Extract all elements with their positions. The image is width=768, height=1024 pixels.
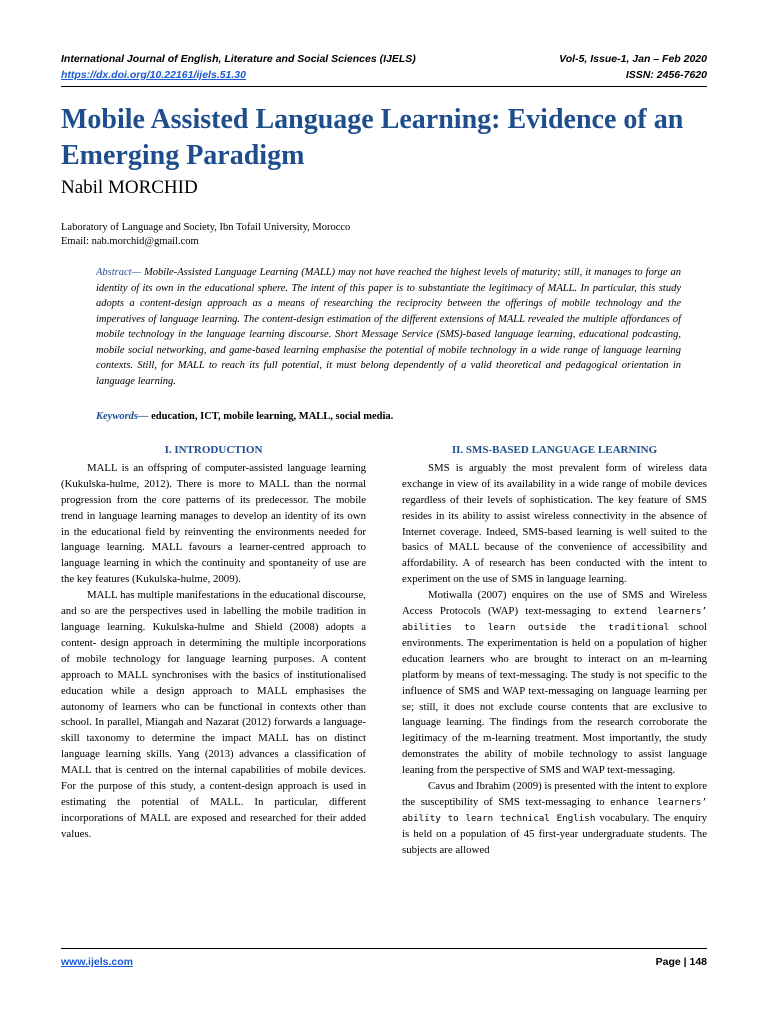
text-run: vocabulary. The enquiry is held on a population of 45 first-year undergraduate students. The subjects are allowed (402, 811, 707, 856)
paragraph (402, 779, 707, 859)
section-heading-sms: II. SMS-BASED LANGUAGE LEARNING (451, 444, 658, 456)
site-link[interactable]: www.ijels.com (61, 956, 133, 968)
right-column (402, 443, 707, 859)
abstract (96, 265, 681, 389)
author-name: Nabil MORCHID (61, 177, 198, 198)
affiliation-block (61, 221, 350, 249)
paragraph: SMS is arguably the most prevalent form of wireless data exchange in view of its availability in a wide range of mobile devices regardless of their levels of sophistication. The key feature of SMS resides in its ability to assist wireless connectivity in the absence of Internet coverage. Indeed, SMS-based learning is well suited to the basics of MALL because of the convenience of accessibility and affordability. A of research has been conducted with the intent to experiment on the use of SMS in language learning. (402, 461, 707, 586)
keywords (96, 411, 393, 422)
keywords-text: education, ICT, mobile learning, MALL, social media. (148, 411, 394, 422)
running-header (61, 53, 707, 65)
affiliation: Laboratory of Language and Society, Ibn Tofail University, Morocco (61, 222, 351, 233)
abstract-label: Abstract— (96, 267, 141, 278)
text-run: school environments. The experimentation is held on a population of higher education learners who are brought to interact on an m-learning platform by means of text-messaging. The study is not specific to the influence of SMS and WAP text-messaging on language learning per se; still, it does not exclude course contents that are exclusive to language learning. The findings from the research corroborate the legitimacy of the m-learning treatment. Most importantly, the study demonstrates the ability of mobile technology to assist language leaning from the perspective of SMS and WAP text-messaging. (402, 620, 707, 777)
volume-info: Vol-5, Issue-1, Jan – Feb 2020 (559, 53, 707, 65)
text-run: enhance learners’ ability to learn technical English (402, 796, 707, 824)
paragraph: MALL is an offspring of computer-assisted language learning (Kukulska-hulme, 2012). There is more to MALL than the normal progression from the core patterns of its predecessor. The mobile trend in language learning manages to develop an identity of its own in the educational field by reinventing the environments needed for language learning. MALL favours a learner-centred approach to language learning in which the continuity and spontaneity of use are the key features (Kukulska-hulme, 2009). (61, 461, 366, 586)
section-heading-introduction: I. INTRODUCTION (164, 444, 263, 456)
header-rule (61, 86, 707, 87)
abstract-text: Mobile-Assisted Language Learning (MALL) may not have reached the highest levels of maturity; still, it manages to forge an identity of its own in the educational sphere. The intent of this paper is to substantiate the legitimacy of MALL. In particular, this study adopts a content-design approach as a means of researching the reciprocity between the offerings of mobile technology and the imperatives of language learning. The content-design estimation of the different extensions of MALL revealed the multiple affordances of mobile technology in the language learning discourse. Short Message Service (SMS)-based language learning, educational podcasting, mobile social networking, and game-based learning emphasise the potential of mobile technology in a wide range of language learning contexts. Still, for MALL to reach its full potential, it must belong dependently of a valid theoretical and pedagogical orientation in language learning. (96, 267, 681, 387)
page-number: Page | 148 (655, 956, 707, 968)
text-run: Cavus and Ibrahim (2009) is presented with the intent to explore the susceptibility of SMS text-messaging to (402, 780, 707, 808)
journal-name: International Journal of English, Literature and Social Sciences (IJELS) (61, 53, 416, 65)
doi-line (61, 69, 707, 81)
paragraph: MALL has multiple manifestations in the educational discourse, and so are the perspectives used in labelling the mobile tradition in language learning. Kukulska-hulme and Shield (2008) adopts a content- design approach in determining the multiple incorporations of mobile technology for language learning purposes. A content approach to MALL synchronises with the basics of institutionalised education while a design approach to MALL emphasises the autonomy of learners who can be functional in contexts other than school. In parallel, Miangah and Nazarat (2012) forwards a language-skill taxonomy to determine the impact MALL has on distinct language learning skills. Yang (2013) advances a classification of MALL that is centred on the internal capabilities of mobile devices. For the purpose of this study, a content-design approach is used in estimating the potential of MALL. In particular, different incorporations of MALL are exposed and researched for their added values. (61, 589, 366, 840)
text-run: Motiwalla (2007) enquires on the use of SMS and Wireless Access Protocols (WAP) text-messaging to (402, 589, 707, 618)
keywords-label: Keywords— (96, 411, 149, 422)
doi-link[interactable]: https://dx.doi.org/10.22161/ijels.51.30 (61, 69, 246, 81)
text-run: extend learners’ abilities to learn outside the traditional (402, 606, 707, 633)
page-footer (61, 956, 707, 968)
paper-title: Mobile Assisted Language Learning: Evidence of an Emerging Paradigm (61, 104, 684, 171)
issn: ISSN: 2456-7620 (625, 69, 707, 81)
paragraph (402, 588, 707, 779)
author-email: Email: nab.morchid@gmail.com (61, 236, 199, 247)
left-column (61, 443, 366, 843)
footer-rule (61, 948, 707, 949)
